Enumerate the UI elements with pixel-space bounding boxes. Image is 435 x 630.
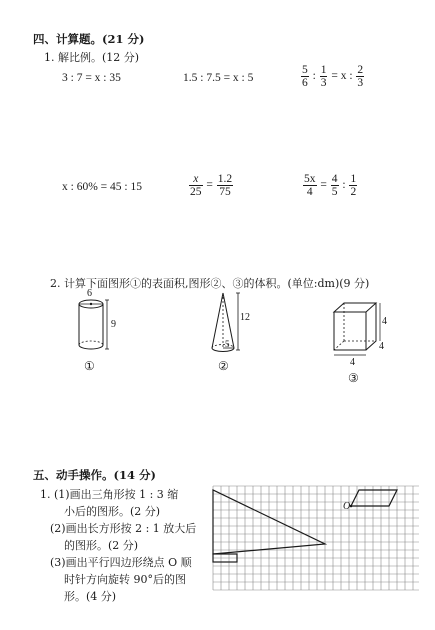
- task2-line1: (2)画出长方形按 2 : 1 放大后: [50, 522, 197, 535]
- cone-height-label: 12: [240, 312, 250, 323]
- cube-depth-label: 4: [379, 341, 384, 352]
- numerator: x: [189, 173, 203, 186]
- equation-a: 3 : 7 = x : 35: [62, 72, 121, 84]
- q1-label: 1. 解比例。(12 分): [44, 51, 140, 64]
- equation-b: 1.5 : 7.5 = x : 5: [183, 72, 254, 84]
- equals: =: [206, 179, 213, 192]
- q2-label: 2. 计算下面图形①的表面积,图形②、③的体积。(单位:dm)(9 分): [50, 277, 370, 290]
- equation-f: [302, 173, 358, 198]
- colon: :: [312, 70, 316, 83]
- cylinder-height-label: 9: [111, 319, 116, 330]
- section5-title: 五、动手操作。(14 分): [33, 468, 156, 482]
- grid-lines: [213, 486, 419, 590]
- fraction: [349, 173, 357, 198]
- colon: :: [342, 179, 346, 192]
- numerator: 5: [302, 64, 308, 76]
- equation-e: [188, 173, 234, 198]
- drawing-grid: [211, 484, 419, 594]
- fraction: [331, 173, 339, 198]
- equals: =: [320, 179, 327, 192]
- equation-d: x : 60% = 45 : 15: [62, 181, 142, 193]
- equals-x: = x :: [331, 70, 353, 83]
- fraction: [189, 173, 203, 198]
- cone-radius-label: 5: [225, 339, 230, 349]
- figure-marker-1: ①: [84, 359, 95, 373]
- denominator: 75: [219, 186, 231, 198]
- cylinder-figure: [65, 288, 135, 383]
- equation-c: [300, 64, 365, 89]
- task3-line1: (3)画出平行四边形绕点 O 顺: [50, 556, 192, 569]
- fraction: [356, 64, 364, 89]
- cylinder-diameter-label: 6: [87, 288, 92, 299]
- denominator: 3: [357, 77, 364, 89]
- numerator: 5x: [304, 173, 316, 185]
- numerator: 2: [357, 64, 364, 76]
- parallelogram-shape: [351, 490, 397, 506]
- fraction: [303, 173, 317, 198]
- point-o-label: O: [343, 501, 351, 512]
- numerator: 1.2: [217, 173, 233, 185]
- fraction: [320, 64, 328, 89]
- task1-line1: 1. (1)画出三角形按 1 : 3 缩: [40, 488, 179, 501]
- task1-line2: 小后的图形。(2 分): [64, 505, 161, 518]
- denominator: 4: [306, 186, 313, 198]
- numerator: 4: [331, 173, 338, 185]
- denominator: 6: [302, 77, 308, 89]
- figure-marker-3: ③: [348, 371, 359, 385]
- section4-title: 四、计算题。(21 分): [33, 32, 145, 46]
- figure-marker-2: ②: [218, 359, 229, 373]
- task2-line2: 的图形。(2 分): [64, 539, 139, 552]
- cube-figure: [328, 300, 388, 362]
- denominator: 3: [320, 77, 327, 89]
- cone-figure: [200, 290, 260, 362]
- task3-line3: 形。(4 分): [64, 590, 117, 603]
- denominator: 5: [331, 186, 338, 198]
- numerator: 1: [320, 64, 327, 76]
- numerator: 1: [350, 173, 357, 185]
- fraction: [217, 173, 233, 198]
- denominator: 25: [190, 186, 202, 198]
- denominator: 2: [350, 186, 357, 198]
- fraction: [301, 64, 309, 89]
- cube-width-label: 4: [350, 357, 355, 368]
- task3-line2: 时针方向旋转 90°后的图: [64, 573, 186, 586]
- cube-height-label: 4: [382, 316, 387, 327]
